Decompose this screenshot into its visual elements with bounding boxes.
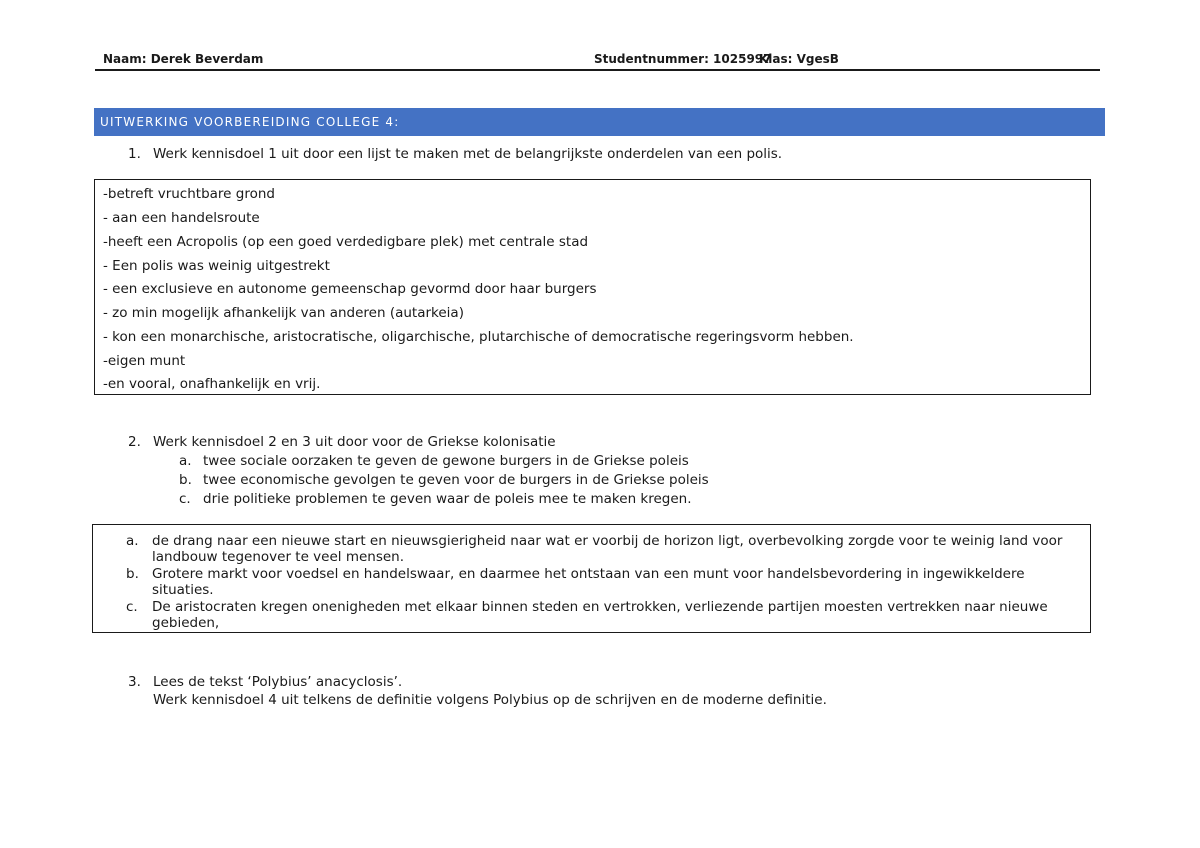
- class-label: Klas: VgesB: [759, 52, 839, 66]
- question-2-sub-text: drie politieke problemen te geven waar de poleis mee te maken kregen.: [203, 491, 692, 507]
- list-item: - een exclusieve en autonome gemeenschap gevormd door haar burgers: [103, 281, 597, 297]
- question-3-instruction: Werk kennisdoel 4 uit telkens de definitie volgens Polybius op de schrijven en de moderne definitie.: [153, 692, 827, 708]
- answer-box-2: [92, 524, 1091, 633]
- question-3-text: Lees de tekst ‘Polybius’ anacyclosis’.: [153, 674, 403, 690]
- student-number: Studentnummer: 1025997: [594, 52, 772, 66]
- list-item: - zo min mogelijk afhankelijk van anderen (autarkeia): [103, 305, 464, 321]
- answer-text: Grotere markt voor voedsel en handelswaar, en daarmee het ontstaan van een munt voor handelsbevordering in ingewikkeldere situaties.: [152, 566, 1025, 598]
- list-item: - aan een handelsroute: [103, 210, 260, 226]
- list-item: - Een polis was weinig uitgestrekt: [103, 258, 330, 274]
- question-3-number: 3.: [128, 674, 141, 690]
- question-2-sub-letter: a.: [179, 453, 192, 469]
- header-divider: [95, 69, 1100, 71]
- question-1-number: 1.: [128, 146, 141, 162]
- question-2-text: Werk kennisdoel 2 en 3 uit door voor de Griekse kolonisatie: [153, 434, 556, 450]
- student-name: Naam: Derek Beverdam: [103, 52, 264, 66]
- list-item: -en vooral, onafhankelijk en vrij.: [103, 376, 321, 392]
- answer-box-1: [94, 179, 1091, 395]
- list-item: - kon een monarchische, aristocratische, oligarchische, plutarchische of democratische regeringsvorm hebben.: [103, 329, 854, 345]
- answer-text: de drang naar een nieuwe start en nieuwsgierigheid naar wat er voorbij de horizon ligt, overbevolking zorgde voor te weinig land voor landbouw tegenover te veel mensen.: [152, 533, 1063, 565]
- question-2-sub-text: twee sociale oorzaken te geven de gewone burgers in de Griekse poleis: [203, 453, 689, 469]
- answer-letter: a.: [126, 533, 139, 549]
- answer-letter: b.: [126, 566, 139, 582]
- answer-letter: c.: [126, 599, 138, 615]
- question-2-sub-letter: c.: [179, 491, 191, 507]
- question-2-sub-letter: b.: [179, 472, 192, 488]
- list-item: -betreft vruchtbare grond: [103, 186, 275, 202]
- section-title: UITWERKING VOORBEREIDING COLLEGE 4:: [94, 108, 1105, 136]
- list-item: -heeft een Acropolis (op een goed verdedigbare plek) met centrale stad: [103, 234, 589, 250]
- list-item: -eigen munt: [103, 353, 186, 369]
- question-1-text: Werk kennisdoel 1 uit door een lijst te maken met de belangrijkste onderdelen van een polis.: [153, 146, 783, 162]
- question-2-number: 2.: [128, 434, 141, 450]
- question-2-sub-text: twee economische gevolgen te geven voor de burgers in de Griekse poleis: [203, 472, 709, 488]
- answer-text: De aristocraten kregen onenigheden met elkaar binnen steden en vertrokken, verliezende partijen moesten vertrekken naar nieuwe gebieden,: [152, 599, 1048, 631]
